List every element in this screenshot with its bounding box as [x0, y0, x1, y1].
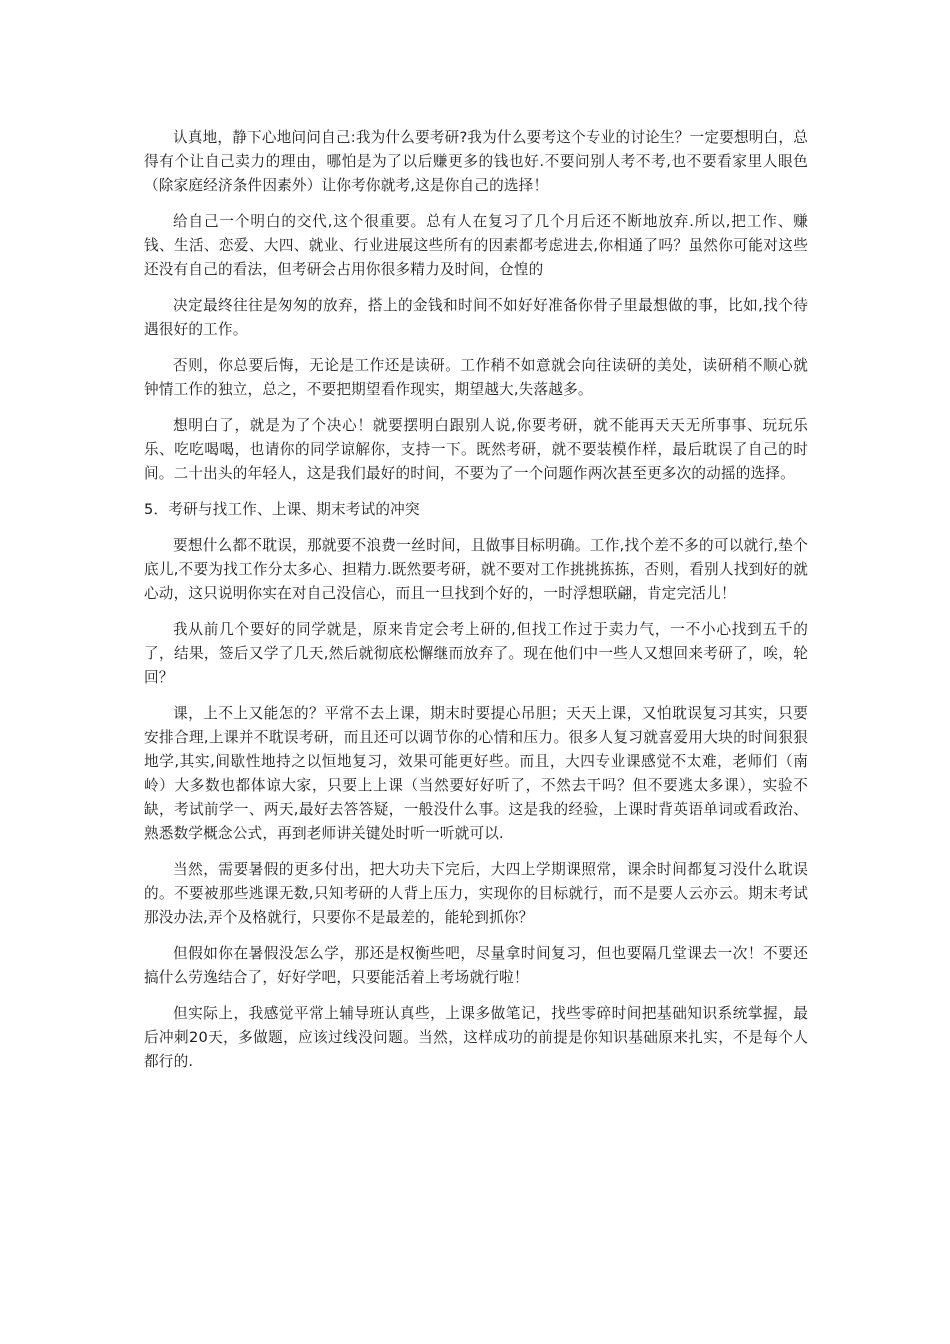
paragraph: 但假如你在暑假没怎么学，那还是权衡些吧，尽量拿时间复习，但也要隔几堂课去一次！不要还搞什么劳逸结合了，好好学吧，只要能活着上考场就行啦！ [144, 945, 808, 986]
paragraph: 否则，你总要后悔，无论是工作还是读研。工作稍不如意就会向往读研的美处，读研稍不顺心就钟情工作的独立，总之，不要把期望看作现实，期望越大,失落越多。 [144, 357, 808, 398]
paragraph: 我从前几个要好的同学就是，原来肯定会考上研的,但找工作过于卖力气，一不小心找到五千的了，结果，签后又学了几天,然后就彻底松懈继而放弃了。现在他们中一些人又想回来考研了，唉，轮回？ [144, 621, 808, 686]
paragraph: 想明白了，就是为了个决心！就要摆明白跟别人说,你要考研，就不能再天天无所事事、玩玩乐乐、吃吃喝喝，也请你的同学谅解你，支持一下。既然考研，就不要装模作样，最后耽误了自己的时间。二十出头的年轻人，这是我们最好的时间，不要为了一个问题作两次甚至更多次的动摇的选择。 [144, 417, 808, 482]
section-heading: 5．考研与找工作、上课、期末考试的冲突 [144, 501, 420, 518]
paragraph: 给自己一个明白的交代,这个很重要。总有人在复习了几个月后还不断地放弃.所以,把工作、赚钱、生活、恋爱、大四、就业、行业进展这些所有的因素都考虑进去,你相通了吗？虽然你可能对这些还没有自己的看法，但考研会占用你很多精力及时间，仓惶的 [144, 213, 808, 278]
paragraph: 但实际上，我感觉平常上辅导班认真些，上课多做笔记，找些零碎时间把基础知识系统掌握，最后冲刺20天，多做题，应该过线没问题。当然，这样成功的前提是你知识基础原来扎实，不是每个人都行的. [144, 1005, 808, 1070]
paragraph: 认真地，静下心地问问自己:我为什么要考研?我为什么要考这个专业的讨论生？一定要想明白，总得有个让自己卖力的理由，哪怕是为了以后赚更多的钱也好.不要问别人考不考,也不要看家里人眼色（除家庭经济条件因素外）让你考你就考,这是你自己的选择！ [144, 129, 808, 194]
paragraph: 决定最终往往是匆匆的放弃，搭上的金钱和时间不如好好准备你骨子里最想做的事，比如,找个待遇很好的工作。 [144, 297, 808, 338]
paragraph: 当然，需要暑假的更多付出，把大功夫下完后，大四上学期课照常，课余时间都复习没什么耽误的。不要被那些逃课无数,只知考研的人背上压力，实现你的目标就行，而不是要人云亦云。期末考试那没办法,弄个及格就行，只要你不是最差的，能轮到抓你？ [144, 861, 808, 926]
paragraph: 要想什么都不耽误，那就要不浪费一丝时间，且做事目标明确。工作,找个差不多的可以就行,垫个底儿,不要为找工作分太多心、担精力.既然要考研，就不要对工作挑挑拣拣，否则，看别人找到好的就心动，这只说明你实在对自己没信心，而且一旦找到个好的，一时浮想联翩，肯定完活儿！ [144, 537, 808, 602]
paragraph: 课，上不上又能怎的？平常不去上课，期末时要提心吊胆；天天上课，又怕耽误复习其实，只要安排合理,上课并不耽误考研，而且还可以调节你的心情和压力。很多人复习就喜爱用大块的时间狠狠地学,其实,间歇性地持之以恒地复习，效果可能更好些。而且，大四专业课感觉不太难，老师们（南岭）大多数也都体谅大家，只要上上课（当然要好好听了，不然去干吗？但不要逃太多课），实验不缺，考试前学一、两天,最好去答答疑，一般没什么事。这是我的经验，上课时背英语单词或看政治、熟悉数学概念公式，再到老师讲关键处时听一听就可以. [144, 705, 808, 842]
document-page [144, 126, 808, 1086]
